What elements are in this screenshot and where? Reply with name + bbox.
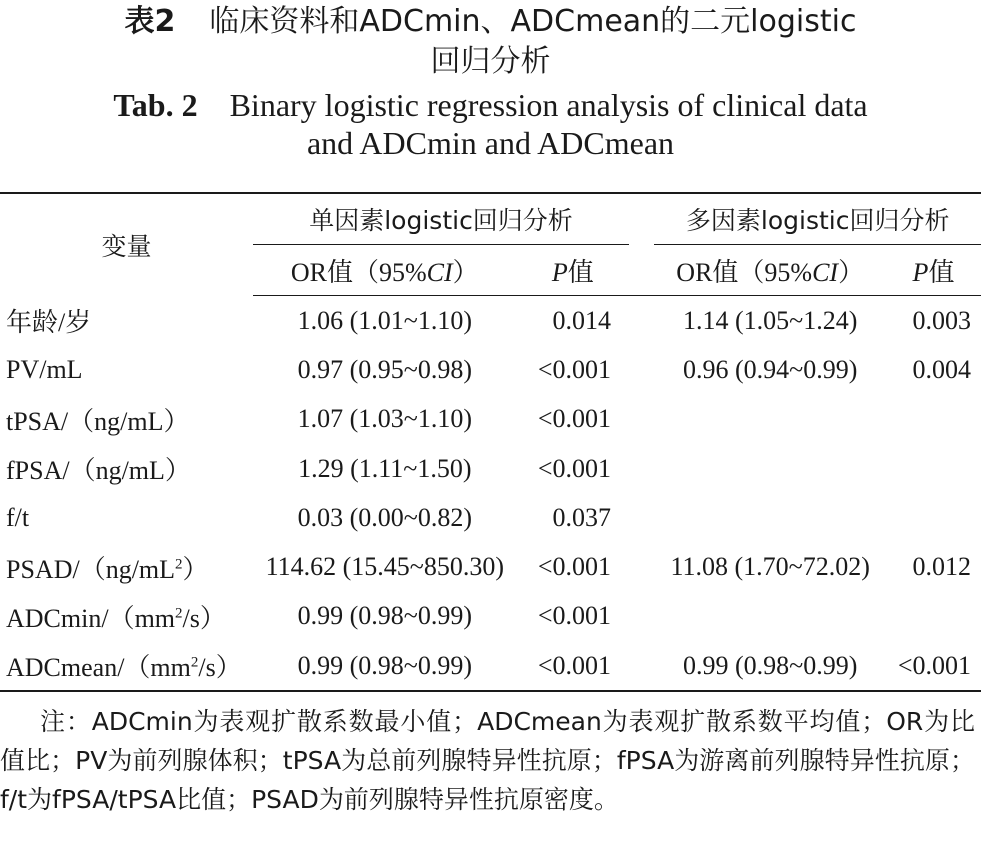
cell-multi-p: 0.004 (912, 354, 971, 384)
table-title-chinese (0, 2, 981, 82)
variable-unit-suffix: /s） (182, 603, 226, 633)
table-row (0, 493, 981, 542)
cell-uni-p: <0.001 (537, 453, 611, 483)
variable-name: PSAD/（ng/mL (6, 554, 176, 584)
cell-multi-p: 0.003 (912, 305, 971, 335)
title-english-line1: Binary logistic regression analysis of clinical data (229, 87, 868, 123)
variable-unit-suffix: /s） (198, 653, 242, 683)
cell-multi-p: <0.001 (897, 650, 971, 680)
header-p-suffix: 值 (928, 257, 955, 287)
cell-uni-p: <0.001 (537, 552, 611, 582)
cell-variable (0, 542, 253, 591)
header-p-italic: P (912, 257, 929, 287)
cell-gap (629, 444, 654, 493)
cell-uni-or: 114.62 (15.45~850.30) (265, 552, 504, 582)
cell-multi-p (886, 493, 981, 542)
cell-gap (629, 345, 654, 394)
table-row (0, 296, 981, 346)
header-uni-p (517, 245, 629, 296)
cell-multi-or (654, 444, 886, 493)
variable-name: PV/mL (6, 354, 83, 384)
cell-uni-p: <0.001 (537, 354, 611, 384)
cell-gap (629, 542, 654, 591)
header-or-ci: CI (426, 257, 453, 287)
title-english-line2: and ADCmin and ADCmean (306, 125, 675, 161)
variable-superscript: 2 (175, 605, 183, 622)
variable-name: ADCmean/（mm (6, 653, 191, 683)
header-p-italic: P (551, 257, 568, 287)
cell-gap (629, 592, 654, 641)
table-body (0, 296, 981, 692)
cell-gap (629, 641, 654, 691)
cell-variable (0, 493, 253, 542)
header-or-ci: CI (812, 257, 839, 287)
title-chinese-line2: 回归分析 (430, 44, 551, 79)
cell-gap (629, 493, 654, 542)
header-univariate: 单因素logistic回归分析 (253, 193, 629, 245)
cell-multi-or: 1.14 (1.05~1.24) (683, 305, 858, 335)
cell-uni-or: 0.03 (0.00~0.82) (297, 502, 472, 532)
title-chinese-line1: 临床资料和ADCmin、ADCmean的二元logistic (209, 4, 857, 39)
cell-multi-or: 11.08 (1.70~72.02) (670, 552, 870, 582)
table-row (0, 542, 981, 591)
variable-name: 年龄/岁 (6, 307, 92, 337)
cell-uni-p: <0.001 (537, 404, 611, 434)
cell-uni-or: 0.99 (0.98~0.99) (297, 650, 472, 680)
header-uni-or (253, 245, 516, 296)
cell-variable (0, 592, 253, 641)
cell-variable (0, 641, 253, 691)
cell-uni-p: <0.001 (537, 601, 611, 631)
cell-uni-p: 0.014 (552, 305, 611, 335)
header-multivariate: 多因素logistic回归分析 (654, 193, 981, 245)
table-row (0, 641, 981, 691)
table-row (0, 345, 981, 394)
header-or-prefix: OR值（95% (676, 257, 813, 287)
cell-multi-or: 0.96 (0.94~0.99) (683, 354, 858, 384)
variable-superscript: 2 (190, 654, 199, 671)
table-row (0, 592, 981, 641)
table-row (0, 444, 981, 493)
header-or-suffix: ） (838, 257, 865, 287)
cell-multi-or (654, 493, 886, 542)
table-label-english: Tab. 2 (113, 87, 198, 123)
variable-superscript: 2 (175, 555, 183, 572)
cell-uni-or: 0.97 (0.95~0.98) (297, 354, 472, 384)
header-gap2 (629, 245, 654, 296)
variable-name: ADCmin/（mm (6, 603, 176, 633)
cell-uni-p: <0.001 (537, 650, 611, 680)
cell-variable (0, 345, 253, 394)
header-variable: 变量 (101, 231, 152, 261)
cell-multi-p (886, 592, 981, 641)
header-gap (629, 193, 654, 245)
table-label-chinese: 表2 (124, 4, 176, 39)
cell-multi-or (654, 592, 886, 641)
header-multi-or (654, 245, 886, 296)
cell-uni-or: 1.07 (1.03~1.10) (297, 404, 472, 434)
cell-gap (629, 395, 654, 444)
cell-uni-or: 0.99 (0.98~0.99) (297, 601, 472, 631)
cell-uni-or: 1.06 (1.01~1.10) (297, 305, 472, 335)
variable-name: tPSA/（ng/mL） (6, 406, 190, 436)
cell-variable (0, 395, 253, 444)
header-or-prefix: OR值（95% (290, 257, 427, 287)
cell-uni-p: 0.037 (552, 502, 611, 532)
cell-gap (629, 296, 654, 346)
cell-variable (0, 296, 253, 346)
cell-multi-p (886, 395, 981, 444)
regression-table (0, 192, 981, 692)
cell-variable (0, 444, 253, 493)
header-p-suffix: 值 (567, 257, 594, 287)
table-row (0, 395, 981, 444)
variable-name: fPSA/（ng/mL） (6, 456, 191, 486)
variable-unit-suffix: ） (182, 554, 209, 584)
cell-uni-or: 1.29 (1.11~1.50) (298, 453, 472, 483)
header-or-suffix: ） (452, 257, 479, 287)
cell-multi-p: 0.012 (912, 552, 971, 582)
cell-multi-p (886, 444, 981, 493)
table-footnote: 注：ADCmin为表观扩散系数最小值；ADCmean为表观扩散系数平均值；OR为比值比；PV为前列腺体积；tPSA为总前列腺特异性抗原；fPSA为游离前列腺特异性抗原；f/t为fPSA/tPSA比值；PSAD为前列腺特异性抗原密度。 (0, 707, 975, 814)
header-multi-p (886, 245, 981, 296)
table-title-english (0, 86, 981, 162)
cell-multi-or: 0.99 (0.98~0.99) (683, 650, 858, 680)
variable-name: f/t (6, 502, 30, 532)
header-row-groups (0, 193, 981, 245)
cell-multi-or (654, 395, 886, 444)
